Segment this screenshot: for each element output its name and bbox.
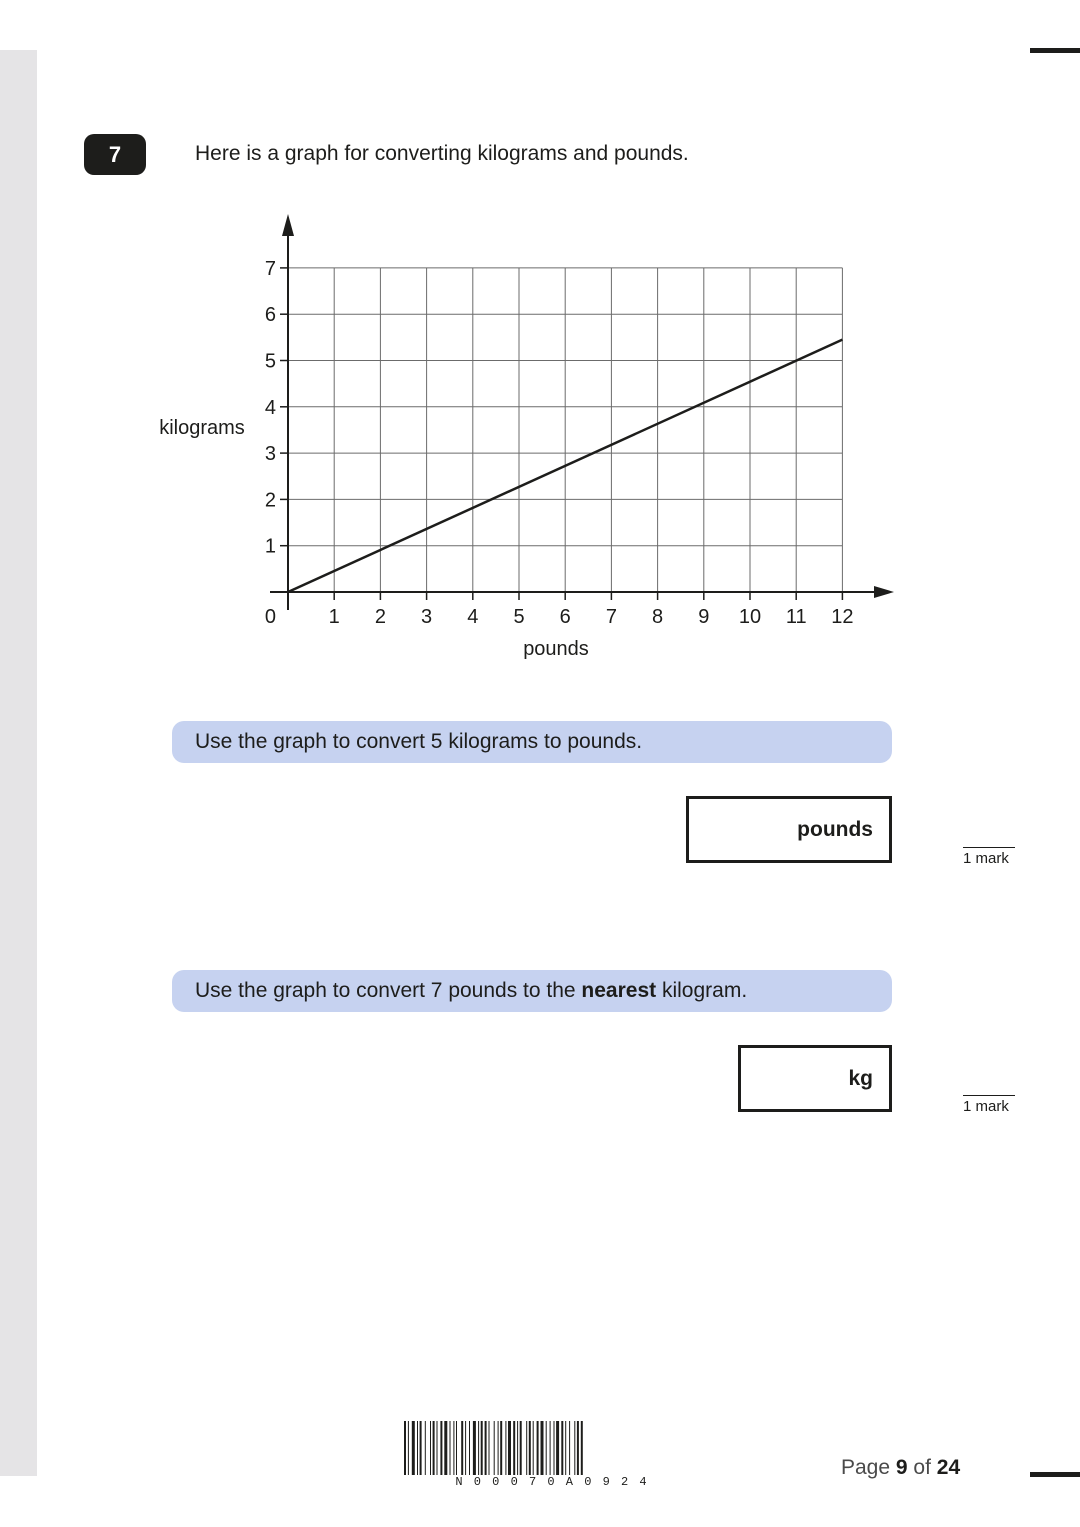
barcode bbox=[402, 1419, 702, 1489]
barcode-bar bbox=[465, 1421, 466, 1475]
barcode-bar bbox=[556, 1421, 559, 1475]
part-b-text-2: kilogram. bbox=[656, 979, 748, 1002]
marks-part-a: 1 mark bbox=[963, 847, 1015, 867]
barcode-bar bbox=[433, 1421, 435, 1475]
barcode-bar bbox=[444, 1421, 447, 1475]
barcode-bar bbox=[508, 1421, 511, 1475]
x-axis-title: pounds bbox=[523, 638, 589, 660]
barcode-bar bbox=[420, 1421, 422, 1475]
question-intro: Here is a graph for converting kilograms and pounds. bbox=[195, 142, 689, 165]
barcode-bar bbox=[517, 1421, 518, 1475]
barcode-bar bbox=[529, 1421, 531, 1475]
barcode-bar bbox=[565, 1421, 566, 1475]
margin-strip bbox=[0, 50, 37, 1476]
barcode-bar bbox=[533, 1421, 534, 1475]
answer-box-kg[interactable] bbox=[738, 1045, 892, 1112]
edge-mark-bottom bbox=[1030, 1472, 1080, 1477]
barcode-bar bbox=[546, 1421, 547, 1475]
x-tick-label: 9 bbox=[698, 606, 710, 628]
barcode-bar bbox=[481, 1421, 483, 1475]
barcode-bar bbox=[417, 1421, 418, 1475]
barcode-bar bbox=[554, 1421, 555, 1475]
barcode-bar bbox=[526, 1421, 527, 1475]
x-tick-label: 5 bbox=[513, 606, 525, 628]
x-tick-label: 3 bbox=[421, 606, 433, 628]
barcode-bar bbox=[581, 1421, 583, 1475]
conversion-graph bbox=[140, 210, 900, 670]
barcode-text: N 0 0 0 7 0 A 0 9 2 4 bbox=[455, 1475, 649, 1489]
barcode-bar bbox=[437, 1421, 438, 1475]
x-tick-label: 4 bbox=[467, 606, 479, 628]
x-axis-arrow bbox=[874, 586, 894, 598]
barcode-bar bbox=[461, 1421, 463, 1475]
page-total: 24 bbox=[936, 1456, 961, 1479]
page-prefix: Page bbox=[841, 1456, 896, 1479]
page-number bbox=[841, 1456, 960, 1480]
barcode-bar bbox=[505, 1421, 506, 1475]
barcode-bar bbox=[430, 1421, 431, 1475]
barcode-bar bbox=[574, 1421, 575, 1475]
x-tick-label: 2 bbox=[374, 606, 386, 628]
barcode-bar bbox=[577, 1421, 579, 1475]
page-of: of bbox=[907, 1456, 937, 1479]
barcode-bar bbox=[489, 1421, 490, 1475]
marks-part-b: 1 mark bbox=[963, 1095, 1015, 1115]
barcode-bar bbox=[498, 1421, 499, 1475]
part-b-bold: nearest bbox=[581, 979, 657, 1002]
x-tick-label: 1 bbox=[328, 606, 340, 628]
barcode-bar bbox=[473, 1421, 476, 1475]
x-tick-label: 8 bbox=[652, 606, 664, 628]
barcode-bar bbox=[456, 1421, 457, 1475]
origin-label: 0 bbox=[264, 606, 276, 628]
x-tick-label: 6 bbox=[559, 606, 571, 628]
x-tick-label: 10 bbox=[738, 606, 762, 628]
y-tick-label: 6 bbox=[264, 304, 276, 327]
barcode-bar bbox=[408, 1421, 409, 1475]
y-tick-label: 2 bbox=[264, 489, 276, 512]
part-b-text-1: Use the graph to convert 7 pounds to the bbox=[195, 979, 582, 1002]
y-tick-label: 4 bbox=[264, 396, 276, 419]
y-tick-label: 7 bbox=[264, 257, 276, 280]
y-tick-label: 5 bbox=[264, 350, 276, 373]
barcode-bar bbox=[494, 1421, 495, 1475]
barcode-bar bbox=[440, 1421, 442, 1475]
barcode-bar bbox=[550, 1421, 551, 1475]
barcode-bar bbox=[561, 1421, 563, 1475]
edge-mark-top bbox=[1030, 48, 1080, 53]
barcode-bar bbox=[425, 1421, 426, 1475]
barcode-bar bbox=[569, 1421, 570, 1475]
barcode-bar bbox=[469, 1421, 470, 1475]
barcode-bar bbox=[537, 1421, 539, 1475]
question-number: 7 bbox=[84, 134, 146, 175]
x-tick-label: 7 bbox=[605, 606, 617, 628]
y-tick-label: 1 bbox=[264, 535, 276, 558]
barcode-bar bbox=[412, 1421, 415, 1475]
page-current: 9 bbox=[895, 1456, 908, 1479]
y-tick-label: 3 bbox=[264, 443, 276, 466]
barcode-bar bbox=[478, 1421, 479, 1475]
y-axis-arrow bbox=[282, 214, 294, 236]
part-b-instruction bbox=[172, 970, 892, 1012]
barcode-bar bbox=[541, 1421, 544, 1475]
barcode-bar bbox=[485, 1421, 487, 1475]
answer-unit-kg: kg bbox=[848, 1066, 873, 1090]
x-tick-label: 11 bbox=[785, 606, 807, 628]
barcode-bar bbox=[453, 1421, 454, 1475]
barcode-bar bbox=[404, 1421, 406, 1475]
barcode-bar bbox=[450, 1421, 451, 1475]
part-a-instruction: Use the graph to convert 5 kilograms to pounds. bbox=[172, 721, 892, 763]
y-axis-title: kilograms bbox=[159, 417, 245, 439]
answer-box-pounds[interactable] bbox=[686, 796, 892, 863]
barcode-bar bbox=[500, 1421, 502, 1475]
barcode-bar bbox=[513, 1421, 515, 1475]
barcode-bar bbox=[520, 1421, 522, 1475]
x-tick-label: 12 bbox=[831, 606, 854, 628]
answer-unit-pounds: pounds bbox=[797, 817, 873, 841]
